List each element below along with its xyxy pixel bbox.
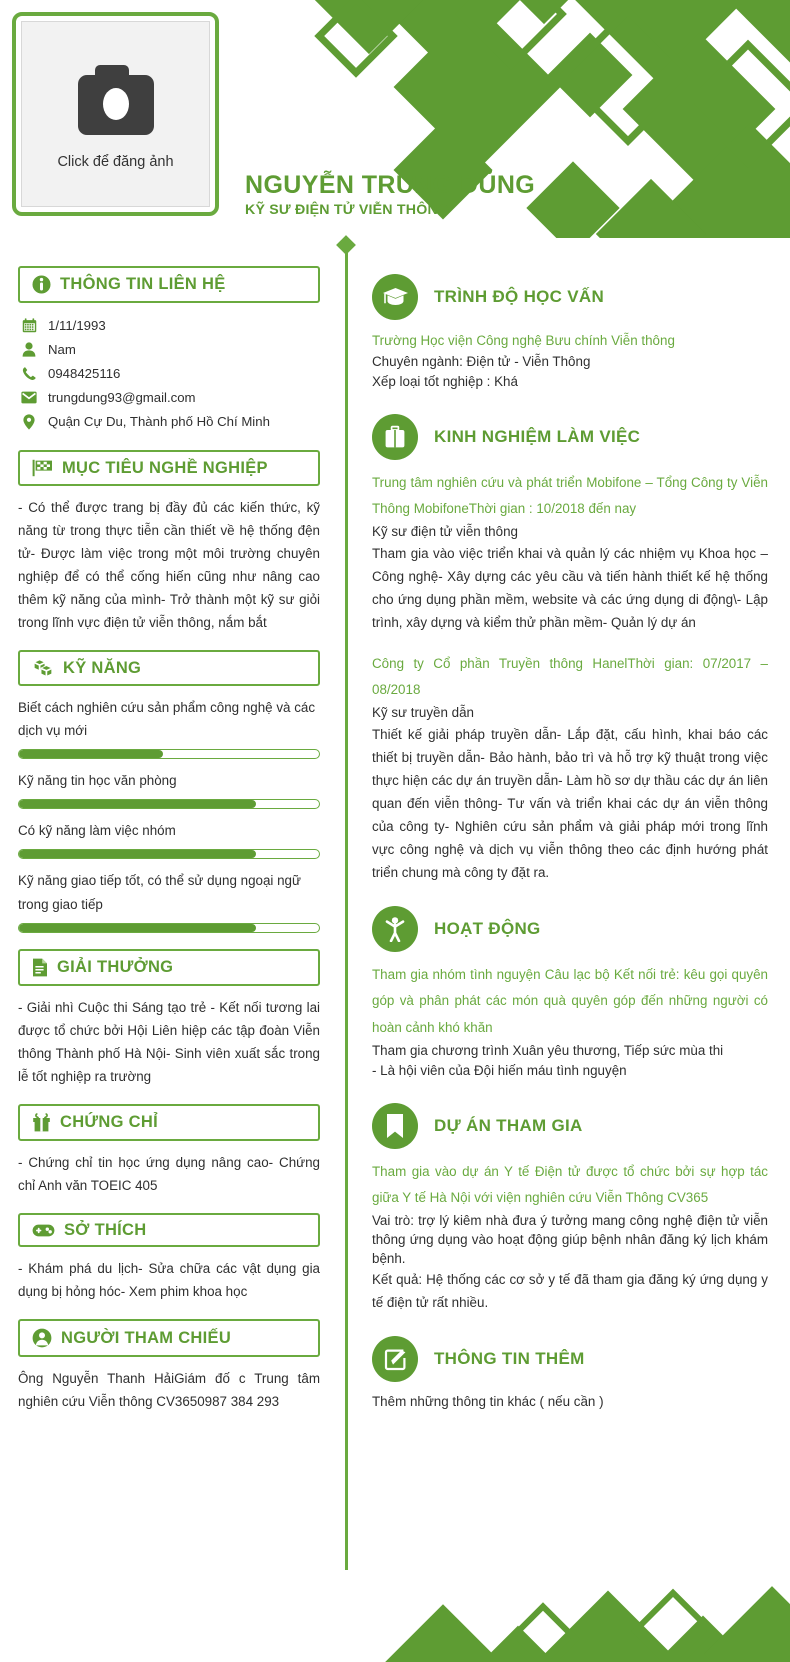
section-title-education: TRÌNH ĐỘ HỌC VẤN (434, 287, 605, 306)
section-title-more-info: THÔNG TIN THÊM (434, 1349, 585, 1369)
section-header-more-info (372, 1336, 768, 1382)
skill-item (18, 696, 320, 759)
contact-row-email (18, 385, 320, 409)
education-major: Chuyên ngành: Điện tử - Viễn Thông (372, 353, 591, 369)
left-column (0, 238, 340, 1418)
contact-row-address (18, 409, 320, 434)
gamepad-icon (32, 1223, 55, 1238)
phone-icon (20, 366, 38, 381)
contact-value-phone: 0948425116 (48, 365, 121, 381)
divider-line (345, 250, 348, 1570)
person-icon (20, 342, 38, 357)
section-header-activities (372, 906, 768, 952)
section-title-skills: KỸ NĂNG (63, 659, 142, 678)
candidate-role: KỸ SƯ ĐIỆN TỬ VIỄN THÔNG (245, 202, 450, 218)
section-header-education (372, 274, 768, 320)
contact-row-gender (18, 337, 320, 361)
skill-label: Có kỹ năng làm việc nhóm (18, 823, 176, 839)
experience-duties: Tham gia vào việc triển khai và quản lý các nhiệm vụ Khoa học – Công nghệ- Xây dựng các yêu cầu và tiến hành thiết kế hệ thống cho ứng dụng phần mềm, website và các ứng dụng di động\- Lập trình, xây dựng và kiểm thử phần mềm- Quản lý dự án (372, 546, 768, 631)
contact-row-phone (18, 361, 320, 385)
spacer (372, 635, 768, 651)
right-column (352, 238, 782, 1412)
cv-body (0, 238, 790, 1418)
more-info-body: Thêm những thông tin khác ( nếu cần ) (372, 1394, 604, 1410)
skill-progress-fill (19, 924, 256, 932)
calendar-icon (20, 318, 38, 333)
awards-body: - Giải nhì Cuộc thi Sáng tạo trẻ - Kết nối tương lai được tổ chức bởi Hội Liên hiệp các tập đoàn Viễn thông Thành phố Hà Nội- Sinh viên xuất sắc trong lễ tốt nghiệp ra trường (18, 999, 320, 1084)
skill-progress-track (18, 799, 320, 809)
section-header-contact (18, 266, 320, 303)
experience-position: Kỹ sư truyền dẫn (372, 704, 475, 720)
flag-icon (32, 459, 53, 477)
contact-value-birthdate: 1/11/1993 (48, 317, 106, 333)
section-title-experience: KINH NGHIỆM LÀM VIỆC (434, 426, 641, 446)
gift-icon (32, 1113, 51, 1132)
activities-line: Tham gia chương trình Xuân yêu thương, Tiếp sức mùa thi (372, 1042, 724, 1058)
contact-value-gender: Nam (48, 341, 76, 357)
reference-body: Ông Nguyễn Thanh HảiGiám đố c Trung tâm nghiên cứu Viễn thông CV3650987 384 293 (18, 1371, 320, 1410)
certificates-body: - Chứng chỉ tin học ứng dụng nâng cao- Chứng chỉ Anh văn TOEIC 405 (18, 1154, 320, 1193)
projects-result: Kết quả: Hệ thống các cơ sở y tế đã tham gia đăng ký ứng dụng y tế điện tử rất nhiều. (372, 1272, 768, 1311)
skill-label: Kỹ năng tin học văn phòng (18, 773, 177, 789)
briefcase-icon (372, 414, 418, 460)
document-icon (32, 958, 48, 977)
location-pin-icon (20, 414, 38, 430)
skill-progress-fill (19, 850, 256, 858)
section-header-projects (372, 1103, 768, 1149)
section-title-reference: NGƯỜI THAM CHIẾU (61, 1329, 232, 1348)
section-title-activities: HOẠT ĐỘNG (434, 919, 541, 939)
experience-company: Trung tâm nghiên cứu và phát triển Mobifone – Tổng Công ty Viễn Thông MobifoneThời gian : 10/2018 đến nay (372, 474, 768, 517)
experience-item (372, 470, 768, 635)
education-school: Trường Học viện Công nghệ Bưu chính Viễn thông (372, 333, 675, 348)
section-title-certificates: CHỨNG CHỈ (60, 1113, 158, 1131)
experience-duties: Thiết kế giải pháp truyền dẫn- Lắp đặt, cấu hình, khai báo các thiết bị truyền dẫn- Bảo hành, bảo trì và hỗ trợ kỹ thuật trong việc thực hiện các dự án truyền dẫn- Làm hồ sơ dự thầu các dự án liên quan đến viễn thông- Tư vấn và triển khai các dự án viễn thông của công ty- Nghiên cứu sản phẩm và giải pháp mới trong lĩnh vực công nghệ và dịch vụ viễn thông theo các định hướng phát triển chung mà công ty đặt ra. (372, 726, 768, 881)
skill-progress-track (18, 749, 320, 759)
envelope-icon (20, 391, 38, 404)
section-header-reference (18, 1319, 320, 1357)
photo-upload-box[interactable] (12, 12, 219, 216)
blocks-icon (32, 659, 54, 677)
experience-company: Công ty Cổ phần Truyền thông HanelThời gian: 07/2017 – 08/2018 (372, 655, 768, 697)
section-title-projects: DỰ ÁN THAM GIA (434, 1115, 583, 1135)
skill-label: Biết cách nghiên cứu sản phẩm công nghệ và các dịch vụ mới (18, 700, 316, 739)
skill-progress-fill (19, 750, 163, 758)
footer-decoration (0, 1550, 790, 1662)
bookmark-icon (372, 1103, 418, 1149)
contact-row-birthdate (18, 313, 320, 337)
education-grade: Xếp loại tốt nghiệp : Khá (372, 373, 518, 389)
cv-header (0, 0, 790, 238)
skill-progress-track (18, 923, 320, 933)
section-header-skills (18, 650, 320, 686)
skill-label: Kỹ năng giao tiếp tốt, có thể sử dụng ngoại ngữ trong giao tiếp (18, 873, 301, 912)
activities-line: - Là hội viên của Đội hiến máu tình nguyện (372, 1062, 627, 1078)
skill-progress-fill (19, 800, 256, 808)
section-title-contact: THÔNG TIN LIÊN HỆ (60, 275, 226, 294)
section-header-awards (18, 949, 320, 986)
candidate-name: NGUYỄN TRUNG DŨNG (245, 171, 536, 199)
name-block (245, 172, 535, 218)
section-header-certificates (18, 1104, 320, 1141)
info-icon (32, 275, 51, 294)
photo-upload-label: Click để đăng ảnh (57, 153, 174, 170)
objective-body: - Có thể được trang bị đầy đủ các kiến thức, kỹ năng từ trong thực tiễn cần thiết về hệ thống đện tử- Được làm việc trong một môi trường chuyên nghiệp để có thể cống hiến cũng như nâng cao thêm kỹ năng của mình- Trở thành một kỹ sư giỏi trong lĩnh vực điện tử viễn thông, nắm bắt (18, 500, 320, 631)
photo-upload-inner[interactable] (21, 21, 210, 207)
section-header-hobbies (18, 1213, 320, 1248)
section-header-experience (372, 414, 768, 460)
person-raised-arms-icon (372, 906, 418, 952)
experience-position: Kỹ sư điện tử viễn thông (372, 524, 518, 540)
contact-value-address: Quận Cự Du, Thành phố Hồ Chí Minh (48, 414, 270, 429)
graduation-cap-icon (372, 274, 418, 320)
skill-item (18, 869, 320, 932)
projects-highlight: Tham gia vào dự án Y tế Điện tử được tổ chức bởi sự hợp tác giữa Y tế Hà Nội với viện nghiên cứu Viễn Thông CV365 (372, 1163, 768, 1205)
hobbies-body: - Khám phá du lịch- Sửa chữa các vật dụng gia dụng bị hỏng hóc- Xem phim khoa học (18, 1261, 320, 1300)
timeline-divider (340, 238, 352, 1418)
skill-item (18, 769, 320, 809)
activities-highlight: Tham gia nhóm tình nguyện Câu lạc bộ Kết nối trẻ: kêu gọi quyên góp và phân phát các món quà quyên góp đến những người có hoàn cảnh khó khăn (372, 967, 768, 1035)
user-circle-icon (32, 1328, 52, 1348)
contact-value-email: trungdung93@gmail.com (48, 389, 196, 405)
section-title-objective: MỤC TIÊU NGHỀ NGHIỆP (62, 458, 268, 477)
projects-role: Vai trò: trợ lý kiêm nhà đưa ý tưởng mang công nghệ điện tử viễn thông ứng dụng vào hoạt động giúp bệnh nhân đăng ký lịch khám bệnh. (372, 1213, 768, 1267)
skill-progress-track (18, 849, 320, 859)
section-title-awards: GIẢI THƯỞNG (57, 957, 174, 976)
section-header-objective (18, 450, 320, 486)
experience-item (372, 651, 768, 885)
camera-icon (70, 59, 162, 140)
section-title-hobbies: SỞ THÍCH (64, 1220, 147, 1239)
edit-pencil-icon (372, 1336, 418, 1382)
skill-item (18, 819, 320, 859)
